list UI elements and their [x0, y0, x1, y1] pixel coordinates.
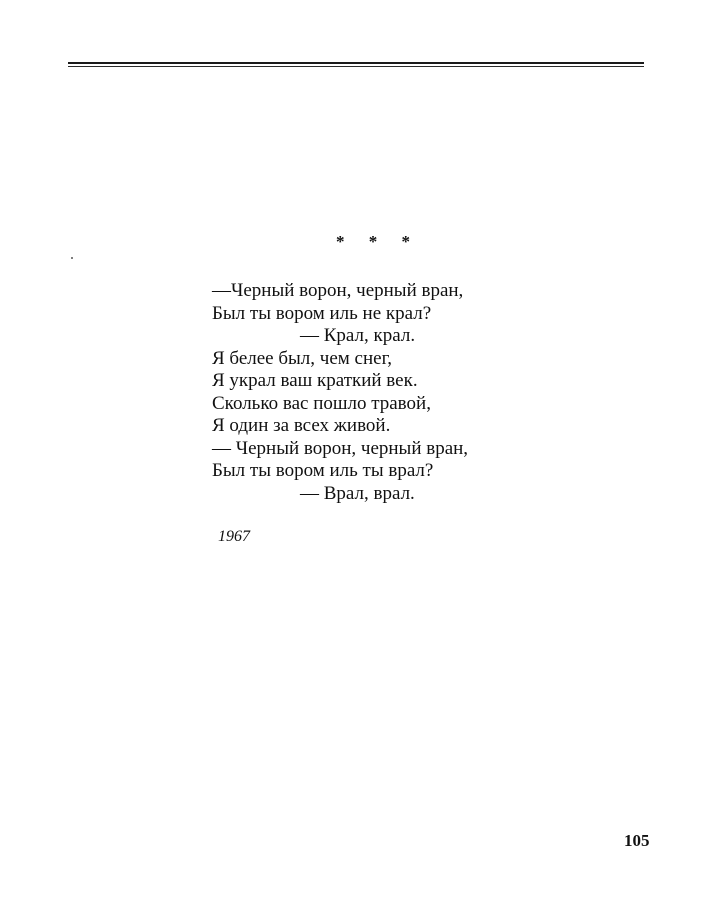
poem-line: Был ты вором иль ты врал? [212, 460, 434, 481]
stray-dot [71, 257, 73, 259]
top-rule [68, 62, 644, 68]
poem-line: —Черный ворон, черный вран, [212, 280, 464, 301]
poem-line: Я белее был, чем снег, [212, 347, 392, 369]
page-number: 105 [624, 831, 650, 850]
poem [212, 280, 572, 505]
poem-line: Я один за всех живой. [212, 415, 391, 436]
poem-line: Сколько вас пошло травой, [212, 392, 431, 414]
section-ornament: * * * [336, 232, 420, 251]
top-rule-thick-line [68, 62, 644, 64]
poem-line: Я украл ваш краткий век. [212, 370, 418, 391]
poem-line: — Черный ворон, черный вран, [212, 437, 469, 459]
poem-line: — Врал, врал. [300, 482, 415, 504]
poem-line: — Крал, крал. [300, 325, 416, 346]
poem-line: Был ты вором иль не крал? [212, 302, 432, 324]
poem-year: 1967 [218, 528, 250, 545]
top-rule-thin-line [68, 66, 644, 67]
